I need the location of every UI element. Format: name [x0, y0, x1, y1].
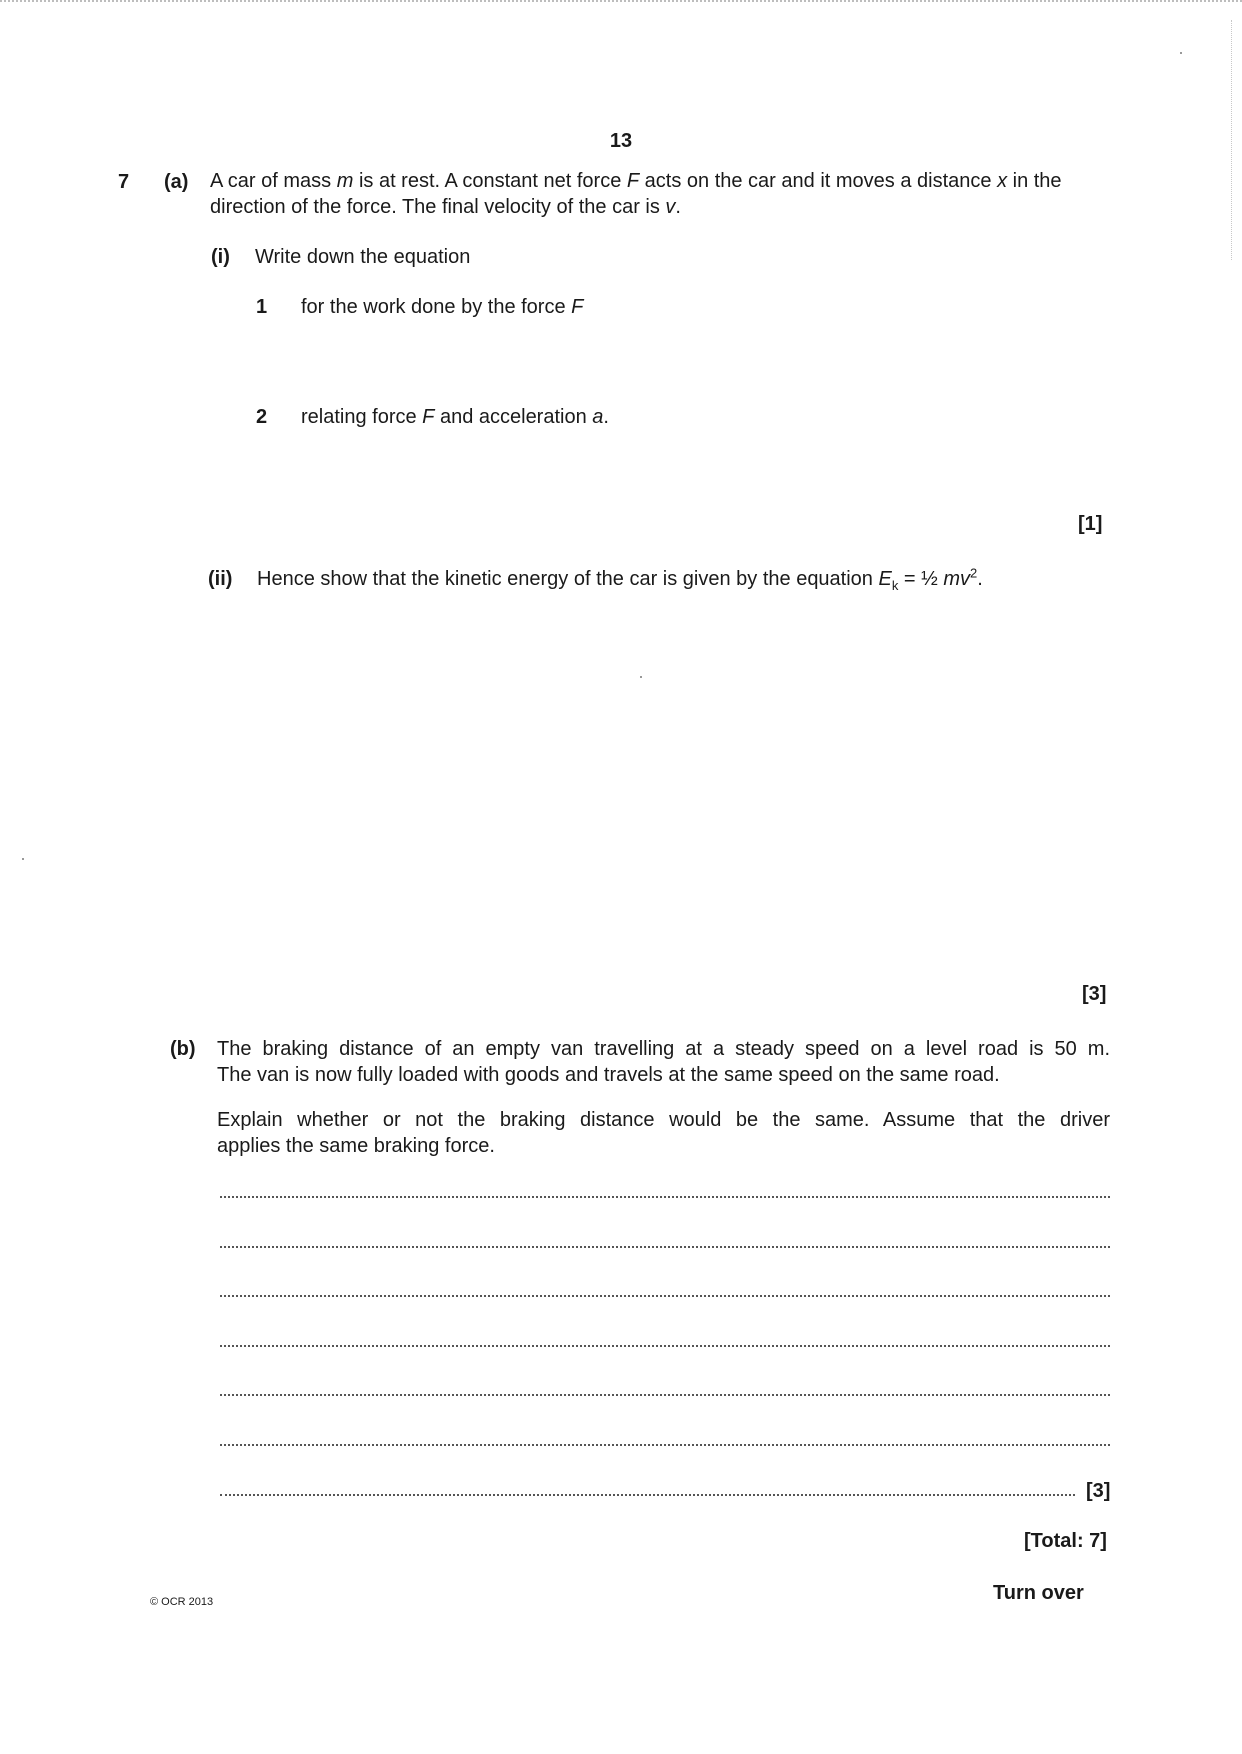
answer-line[interactable] [220, 1295, 1110, 1297]
turn-over: Turn over [993, 1582, 1084, 1604]
sub-ii-mark: [3] [1082, 983, 1107, 1005]
part-b-line-3: Explain whether or not the braking distance would be the same. Assume that the driver [217, 1109, 1110, 1131]
scan-speck [22, 858, 24, 860]
sub-i-label: (i) [211, 246, 230, 268]
scan-speck [640, 676, 642, 678]
page-number: 13 [609, 130, 633, 152]
sub-ii-label: (ii) [208, 568, 233, 590]
item-2-text: relating force F and acceleration a. [301, 406, 609, 428]
part-b-line-2: The van is now fully loaded with goods and travels at the same speed on the same road. [217, 1064, 1000, 1086]
item-1-text: for the work done by the force F [301, 296, 584, 318]
answer-line[interactable] [220, 1196, 1110, 1198]
sub-i-mark: [1] [1078, 513, 1103, 535]
answer-line[interactable] [220, 1246, 1110, 1248]
answer-line[interactable] [220, 1444, 1110, 1446]
part-b-line-4: applies the same braking force. [217, 1135, 495, 1157]
answer-line[interactable] [220, 1394, 1110, 1396]
copyright: © OCR 2013 [150, 1596, 214, 1608]
answer-line[interactable] [220, 1345, 1110, 1347]
sub-ii-text: Hence show that the kinetic energy of the car is given by the equation $E_k$ = ½ $mv^2$. [257, 565, 983, 593]
part-b-line-1: The braking distance of an empty van travelling at a steady speed on a level road is 50 m. [217, 1038, 1110, 1060]
item-2-number: 2 [256, 406, 268, 428]
answer-line[interactable] [220, 1494, 1075, 1496]
scan-speck [1180, 52, 1182, 54]
question-number: 7 [118, 171, 130, 193]
part-b-mark: [3] [1086, 1480, 1111, 1502]
scan-edge-top [0, 0, 1242, 10]
part-a-label: (a) [164, 171, 189, 193]
part-a-text: A car of mass m is at rest. A constant net force F acts on the car and it moves a distance x in the direction of the force. The final velocity of the car is v. [210, 170, 1062, 218]
item-1-number: 1 [256, 296, 268, 318]
sub-i-text: Write down the equation [255, 246, 471, 268]
total-marks: [Total: 7] [1024, 1530, 1107, 1552]
part-b-label: (b) [170, 1038, 196, 1060]
